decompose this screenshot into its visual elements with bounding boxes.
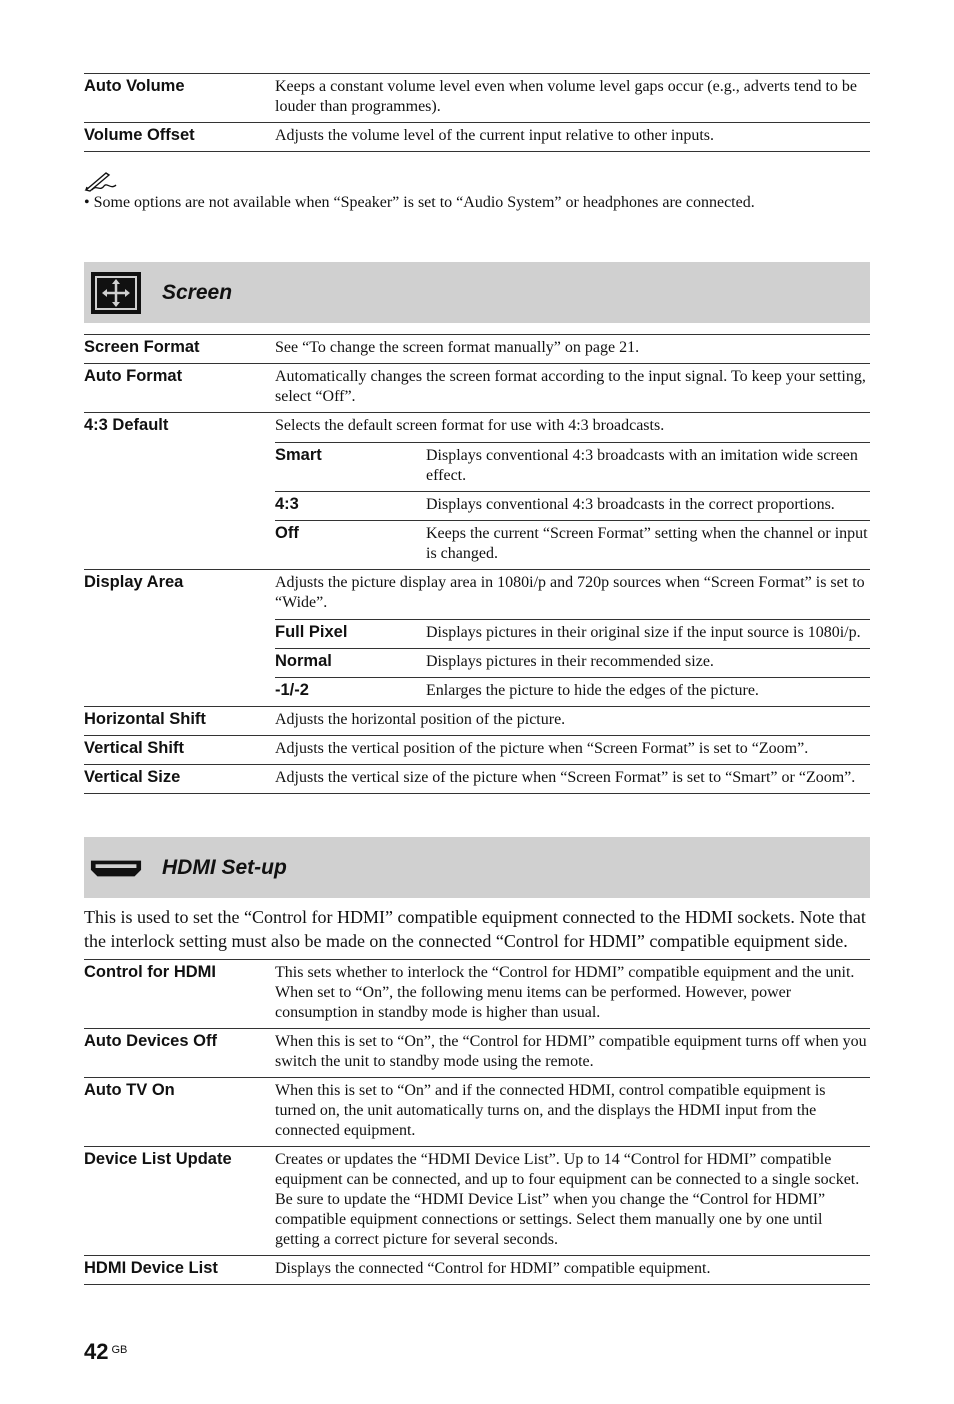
option-row <box>275 521 870 570</box>
setting-name: 4:3 Default <box>84 416 169 434</box>
table-row <box>84 960 870 1029</box>
table-row <box>84 364 870 413</box>
setting-description: Adjusts the horizontal position of the picture. <box>275 711 566 728</box>
setting-description: Adjusts the vertical size of the picture when “Screen Format” is set to “Smart” or “Zoom”. <box>275 769 856 786</box>
option-description: Keeps the current “Screen Format” setting when the channel or input is changed. <box>426 521 870 570</box>
setting-name: Vertical Size <box>84 768 181 786</box>
option-row <box>275 678 870 707</box>
screen-settings-table <box>84 334 870 794</box>
option-table <box>275 619 870 706</box>
option-name: Full Pixel <box>275 620 426 649</box>
sound-settings-table <box>84 73 870 152</box>
pencil-note-icon <box>84 170 118 192</box>
option-row <box>275 443 870 492</box>
section-intro: This is used to set the “Control for HDMI” compatible equipment connected to the HDMI sockets. Note that the interlock setting must also be made on the connected “Control for HDMI” compatible equipment side. <box>84 907 866 951</box>
hdmi-settings-table <box>84 959 870 1285</box>
option-name: Smart <box>275 443 426 492</box>
option-description: Displays pictures in their original size if the input source is 1080i/p. <box>426 620 870 649</box>
table-row <box>84 736 870 765</box>
setting-name: Device List Update <box>84 1150 232 1168</box>
table-row <box>84 765 870 794</box>
setting-name: Volume Offset <box>84 126 195 144</box>
setting-description: Adjusts the picture display area in 1080i/p and 720p sources when “Screen Format” is set to “Wide”. <box>275 574 865 611</box>
section-header-screen <box>84 262 870 323</box>
table-row <box>84 1256 870 1285</box>
region-code: GB <box>111 1344 128 1356</box>
setting-description: Automatically changes the screen format according to the input signal. To keep your setting, select “Off”. <box>275 368 866 405</box>
option-name: Normal <box>275 649 426 678</box>
setting-description: This sets whether to interlock the “Control for HDMI” compatible equipment and the unit. When set to “On”, the following menu items can be performed. However, power consumption in standby mode is higher than usual. <box>275 964 855 1021</box>
table-row <box>84 123 870 152</box>
note-block <box>84 170 870 213</box>
option-name: 4:3 <box>275 492 426 521</box>
setting-description: Keeps a constant volume level even when volume level gaps occur (e.g., adverts tend to be louder than programmes). <box>275 78 858 115</box>
setting-name: Vertical Shift <box>84 739 184 757</box>
setting-name: Horizontal Shift <box>84 710 206 728</box>
setting-description: Displays the connected “Control for HDMI” compatible equipment. <box>275 1260 711 1277</box>
manual-page <box>84 73 870 1285</box>
table-row <box>84 570 870 707</box>
setting-description: Adjusts the volume level of the current input relative to other inputs. <box>275 127 715 144</box>
screen-arrows-icon <box>90 271 142 315</box>
option-name: Off <box>275 521 426 570</box>
option-row <box>275 649 870 678</box>
hdmi-connector-icon <box>90 846 142 890</box>
option-row <box>275 620 870 649</box>
section-title: HDMI Set-up <box>162 855 287 879</box>
option-row <box>275 492 870 521</box>
setting-name: Auto Volume <box>84 77 185 95</box>
setting-description: Creates or updates the “HDMI Device List”. Up to 14 “Control for HDMI” compatible equipment can be connected, and up to four equipment can be connected to a single socket. Be sure to update the “HDMI Device List” when you change the “Control for HDMI” compatible equipment connections or settings. Select them manually one by one until getting a correct picture for several seconds. <box>275 1151 860 1248</box>
setting-description: When this is set to “On”, the “Control for HDMI” compatible equipment turns off when you switch the unit to standby mode using the remote. <box>275 1033 867 1070</box>
setting-name: Display Area <box>84 573 184 591</box>
setting-name: Auto Format <box>84 367 183 385</box>
option-description: Enlarges the picture to hide the edges of the picture. <box>426 678 870 707</box>
section-title: Screen <box>162 280 233 304</box>
setting-name: Auto Devices Off <box>84 1032 217 1050</box>
setting-name: Control for HDMI <box>84 963 216 981</box>
setting-description: See “To change the screen format manually” on page 21. <box>275 339 640 356</box>
setting-description: Adjusts the vertical position of the picture when “Screen Format” is set to “Zoom”. <box>275 740 809 757</box>
option-description: Displays pictures in their recommended size. <box>426 649 870 678</box>
page-number: 42 <box>84 1339 109 1364</box>
table-row <box>84 413 870 570</box>
setting-description: Selects the default screen format for use with 4:3 broadcasts. <box>275 417 665 434</box>
option-name: -1/-2 <box>275 678 426 707</box>
setting-description: When this is set to “On” and if the connected HDMI, control compatible equipment is turned on, the unit automatically turns on, and the displays the HDMI input from the connected equipment. <box>275 1082 826 1139</box>
option-description: Displays conventional 4:3 broadcasts in the correct proportions. <box>426 492 870 521</box>
table-row <box>84 335 870 364</box>
table-row <box>84 74 870 123</box>
note-text: • Some options are not available when “Speaker” is set to “Audio System” or headphones are connected. <box>84 194 755 211</box>
table-row <box>84 1078 870 1147</box>
option-description: Displays conventional 4:3 broadcasts with an imitation wide screen effect. <box>426 443 870 492</box>
option-table <box>275 442 870 569</box>
setting-name: HDMI Device List <box>84 1259 218 1277</box>
setting-name: Auto TV On <box>84 1081 175 1099</box>
table-row <box>84 1147 870 1256</box>
section-header-hdmi <box>84 837 870 898</box>
page-footer <box>84 1339 127 1365</box>
table-row <box>84 1029 870 1078</box>
setting-name: Screen Format <box>84 338 200 356</box>
table-row <box>84 707 870 736</box>
